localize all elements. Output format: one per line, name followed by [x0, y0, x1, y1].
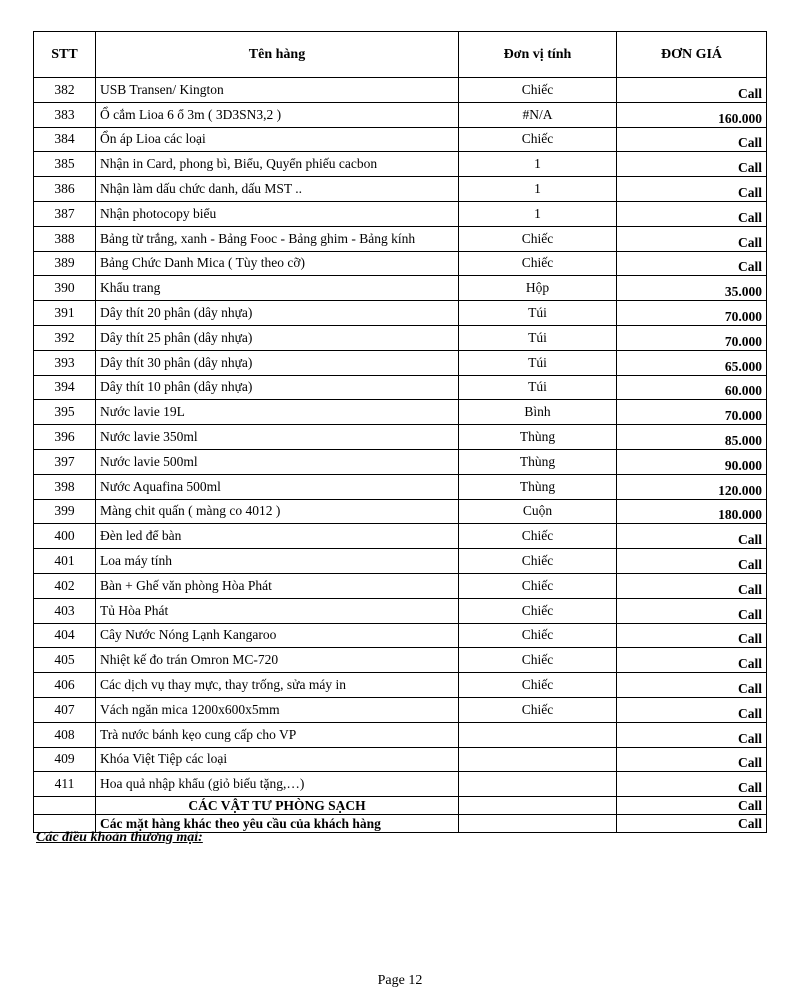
stt-cell: 384: [34, 127, 96, 152]
page-number: Page 12: [377, 973, 423, 988]
table-row: [34, 499, 767, 524]
item-name-cell: Khóa Việt Tiệp các loại: [96, 747, 459, 772]
table-row: [34, 549, 767, 574]
unit-cell: Túi: [459, 325, 617, 350]
price-cell: Call: [617, 78, 767, 103]
unit-cell: Túi: [459, 350, 617, 375]
item-name-cell: Đèn led để bàn: [96, 524, 459, 549]
item-name-cell: Ổ cắm Lioa 6 ổ 3m ( 3D3SN3,2 ): [96, 102, 459, 127]
price-cell: 160.000: [617, 102, 767, 127]
stt-cell: 392: [34, 325, 96, 350]
unit-cell: Chiếc: [459, 251, 617, 276]
unit-cell: Chiếc: [459, 623, 617, 648]
price-cell: Call: [617, 524, 767, 549]
stt-cell: 401: [34, 549, 96, 574]
stt-cell: 389: [34, 251, 96, 276]
unit-cell: Túi: [459, 301, 617, 326]
stt-cell: 386: [34, 177, 96, 202]
unit-cell: Chiếc: [459, 524, 617, 549]
item-name-cell: Loa máy tính: [96, 549, 459, 574]
item-name-cell: Bảng từ trắng, xanh - Bảng Fooc - Bảng ghim - Bảng kính: [96, 226, 459, 251]
table-row: [34, 623, 767, 648]
stt-cell: 390: [34, 276, 96, 301]
header-name: Tên hàng: [96, 32, 459, 78]
stt-cell: 397: [34, 449, 96, 474]
unit-cell: [459, 747, 617, 772]
stt-cell: 409: [34, 747, 96, 772]
item-name-cell: Khẩu trang: [96, 276, 459, 301]
price-cell: Call: [617, 722, 767, 747]
item-name-cell: Cây Nước Nóng Lạnh Kangaroo: [96, 623, 459, 648]
item-name-cell: Dây thít 25 phân (dây nhựa): [96, 325, 459, 350]
table-row: [34, 152, 767, 177]
table-row: [34, 648, 767, 673]
stt-cell: 394: [34, 375, 96, 400]
unit-cell: #N/A: [459, 102, 617, 127]
table-row: [34, 78, 767, 103]
table-row: [34, 722, 767, 747]
footer-item-name-cell: CÁC VẬT TƯ PHÒNG SẠCH: [96, 797, 459, 815]
stt-cell: 403: [34, 598, 96, 623]
item-name-cell: Hoa quả nhập khẩu (giỏ biếu tặng,…): [96, 772, 459, 797]
unit-cell: 1: [459, 177, 617, 202]
price-table: [33, 31, 767, 833]
price-cell: Call: [617, 152, 767, 177]
table-row: [34, 449, 767, 474]
item-name-cell: Dây thít 10 phân (dây nhựa): [96, 375, 459, 400]
item-name-cell: Nhận photocopy biểu: [96, 201, 459, 226]
stt-cell: 402: [34, 573, 96, 598]
stt-cell: 385: [34, 152, 96, 177]
table-row: [34, 474, 767, 499]
stt-cell: 388: [34, 226, 96, 251]
stt-cell: 391: [34, 301, 96, 326]
stt-cell: 406: [34, 673, 96, 698]
item-name-cell: Bàn + Ghế văn phòng Hòa Phát: [96, 573, 459, 598]
price-cell: Call: [617, 772, 767, 797]
stt-cell: 405: [34, 648, 96, 673]
unit-cell: Chiếc: [459, 598, 617, 623]
unit-cell: Túi: [459, 375, 617, 400]
table-row: [34, 772, 767, 797]
table-row: [34, 276, 767, 301]
empty-unit-cell: [459, 797, 617, 815]
table-footer-row: [34, 797, 767, 815]
empty-stt-cell: [34, 797, 96, 815]
item-name-cell: Ổn áp Lioa các loại: [96, 127, 459, 152]
item-name-cell: Nước Aquafina 500ml: [96, 474, 459, 499]
unit-cell: Chiếc: [459, 648, 617, 673]
stt-cell: 396: [34, 425, 96, 450]
price-cell: Call: [617, 177, 767, 202]
price-cell: Call: [617, 549, 767, 574]
item-name-cell: Nước lavie 500ml: [96, 449, 459, 474]
price-cell: Call: [617, 201, 767, 226]
table-row: [34, 177, 767, 202]
unit-cell: Chiếc: [459, 226, 617, 251]
price-cell: 85.000: [617, 425, 767, 450]
footer-price-cell: Call: [617, 815, 767, 833]
item-name-cell: Màng chit quấn ( màng co 4012 ): [96, 499, 459, 524]
table-row: [34, 102, 767, 127]
item-name-cell: USB Transen/ Kington: [96, 78, 459, 103]
unit-cell: Chiếc: [459, 573, 617, 598]
table-row: [34, 598, 767, 623]
table-row: [34, 226, 767, 251]
stt-cell: 383: [34, 102, 96, 127]
unit-cell: Bình: [459, 400, 617, 425]
table-row: [34, 425, 767, 450]
header-unit: Đơn vị tính: [459, 32, 617, 78]
stt-cell: 399: [34, 499, 96, 524]
table-row: [34, 301, 767, 326]
unit-cell: [459, 772, 617, 797]
unit-cell: Chiếc: [459, 127, 617, 152]
footer-item-name-cell: Các mặt hàng khác theo yêu cầu của khách hàng: [96, 815, 459, 833]
price-cell: 35.000: [617, 276, 767, 301]
item-name-cell: Trà nước bánh kẹo cung cấp cho VP: [96, 722, 459, 747]
item-name-cell: Nước lavie 350ml: [96, 425, 459, 450]
stt-cell: 408: [34, 722, 96, 747]
unit-cell: 1: [459, 152, 617, 177]
price-cell: 90.000: [617, 449, 767, 474]
item-name-cell: Nước lavie 19L: [96, 400, 459, 425]
price-cell: Call: [617, 573, 767, 598]
table-row: [34, 524, 767, 549]
price-cell: 70.000: [617, 400, 767, 425]
price-cell: 70.000: [617, 301, 767, 326]
unit-cell: Thùng: [459, 425, 617, 450]
price-cell: 120.000: [617, 474, 767, 499]
table-row: [34, 325, 767, 350]
stt-cell: 400: [34, 524, 96, 549]
table-row: [34, 350, 767, 375]
item-name-cell: Bảng Chức Danh Mica ( Tùy theo cỡ): [96, 251, 459, 276]
table-row: [34, 673, 767, 698]
stt-cell: 407: [34, 697, 96, 722]
table-row: [34, 697, 767, 722]
unit-cell: Cuộn: [459, 499, 617, 524]
table-row: [34, 127, 767, 152]
price-cell: Call: [617, 673, 767, 698]
table-row: [34, 400, 767, 425]
unit-cell: Thùng: [459, 474, 617, 499]
unit-cell: Hộp: [459, 276, 617, 301]
price-cell: Call: [617, 127, 767, 152]
unit-cell: Chiếc: [459, 697, 617, 722]
price-cell: 70.000: [617, 325, 767, 350]
price-cell: Call: [617, 623, 767, 648]
table-row: [34, 201, 767, 226]
price-cell: 65.000: [617, 350, 767, 375]
item-name-cell: Nhận in Card, phong bì, Biểu, Quyển phiếu cacbon: [96, 152, 459, 177]
table-row: [34, 747, 767, 772]
item-name-cell: Tủ Hòa Phát: [96, 598, 459, 623]
table-row: [34, 251, 767, 276]
item-name-cell: Nhận làm dấu chức danh, dấu MST ..: [96, 177, 459, 202]
stt-cell: 393: [34, 350, 96, 375]
table-row: [34, 375, 767, 400]
table-body: [34, 78, 767, 833]
item-name-cell: Nhiệt kế đo trán Omron MC-720: [96, 648, 459, 673]
item-name-cell: Vách ngăn mica 1200x600x5mm: [96, 697, 459, 722]
price-cell: Call: [617, 648, 767, 673]
header-price: ĐƠN GIÁ: [617, 32, 767, 78]
stt-cell: 398: [34, 474, 96, 499]
stt-cell: 395: [34, 400, 96, 425]
unit-cell: Chiếc: [459, 549, 617, 574]
empty-unit-cell: [459, 815, 617, 833]
unit-cell: 1: [459, 201, 617, 226]
stt-cell: 382: [34, 78, 96, 103]
price-cell: Call: [617, 747, 767, 772]
price-cell: 60.000: [617, 375, 767, 400]
unit-cell: [459, 722, 617, 747]
item-name-cell: Dây thít 20 phân (dây nhựa): [96, 301, 459, 326]
item-name-cell: Dây thít 30 phân (dây nhựa): [96, 350, 459, 375]
price-cell: Call: [617, 697, 767, 722]
table-header-row: [34, 32, 767, 78]
price-cell: 180.000: [617, 499, 767, 524]
table-row: [34, 573, 767, 598]
stt-cell: 411: [34, 772, 96, 797]
stt-cell: 404: [34, 623, 96, 648]
stt-cell: 387: [34, 201, 96, 226]
item-name-cell: Các dịch vụ thay mực, thay trống, sửa máy in: [96, 673, 459, 698]
header-stt: STT: [34, 32, 96, 78]
unit-cell: Thùng: [459, 449, 617, 474]
unit-cell: Chiếc: [459, 673, 617, 698]
price-cell: Call: [617, 598, 767, 623]
footer-price-cell: Call: [617, 797, 767, 815]
unit-cell: Chiếc: [459, 78, 617, 103]
price-cell: Call: [617, 251, 767, 276]
commercial-terms-heading: Các điều khoản thương mại:: [36, 830, 203, 845]
price-cell: Call: [617, 226, 767, 251]
